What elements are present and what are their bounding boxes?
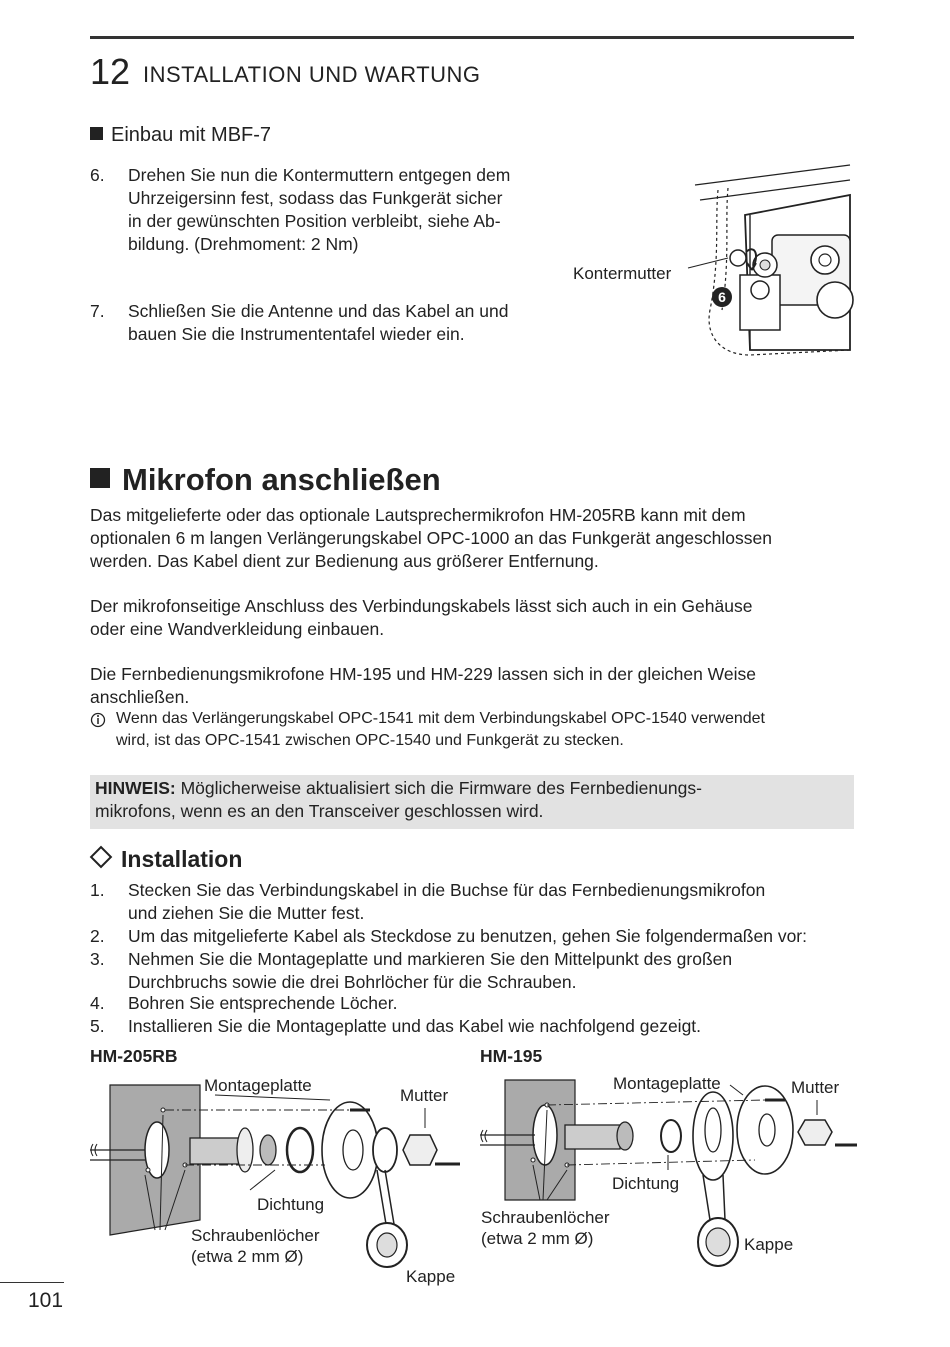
figure-title-hm205rb: HM-205RB bbox=[90, 1046, 178, 1066]
install-step-2: 2. Um das mitgelieferte Kabel als Steckdose zu benutzen, gehen Sie folgendermaßen vor: bbox=[90, 926, 807, 946]
figure-title-hm195: HM-195 bbox=[480, 1046, 543, 1066]
hm205rb-montageplatte-label: Montageplatte bbox=[204, 1076, 312, 1095]
chapter-number: 12 bbox=[90, 51, 131, 92]
mic-paragraph-3: Die Fernbedienungsmikrofone HM-195 und HM-229 lassen sich in der gleichen Weise anschließen. bbox=[90, 664, 756, 707]
info-note-line-1: Wenn das Verlängerungskabel OPC-1541 mit dem Verbindungskabel OPC-1540 verwendet bbox=[116, 710, 765, 727]
square-bullet-icon bbox=[90, 468, 110, 488]
info-icon bbox=[90, 711, 108, 729]
hm195-montageplatte-label: Montageplatte bbox=[613, 1074, 721, 1093]
hm205rb-kappe-label: Kappe bbox=[406, 1267, 456, 1286]
hm205rb-schraubenloecher-size: (etwa 2 mm Ø) bbox=[191, 1247, 304, 1266]
square-bullet-icon bbox=[90, 127, 103, 140]
install-step-5: 5. Installieren Sie die Montageplatte und das Kabel wie nachfolgend gezeigt. bbox=[90, 1016, 702, 1036]
hm205rb-dichtung-label: Dichtung bbox=[257, 1195, 325, 1214]
mbf-bracket-illustration bbox=[680, 160, 860, 360]
chapter-title: INSTALLATION UND WARTUNG bbox=[143, 62, 481, 87]
hm205rb-mutter-label: Mutter bbox=[400, 1086, 449, 1105]
hm195-kappe-label: Kappe bbox=[744, 1235, 794, 1254]
section-title-mbf: Einbau mit MBF-7 bbox=[90, 124, 271, 147]
install-step-3: 3. Nehmen Sie die Montageplatte und markieren Sie den Mittelpunkt des großen Durchbruchs sowie die drei Bohrlöcher für die Schrauben. bbox=[90, 949, 733, 992]
section-title-mikrofon: Mikrofon anschließen bbox=[90, 462, 441, 498]
mic-paragraph-1: Das mitgelieferte oder das optionale Lautsprechermikrofon HM-205RB kann mit dem optionalen 6 m langen Verlängerungskabel OPC-1000 an das Funkgerät angeschlossen werden. Das Kabel dient zur Bedienung aus größerer Entfernung. bbox=[90, 505, 772, 571]
install-step-1: 1. Stecken Sie das Verbindungskabel in die Buchse für das Fernbedienungsmikrofon und ziehen Sie die Mutter fest. bbox=[90, 880, 766, 923]
hm195-dichtung-label: Dichtung bbox=[612, 1174, 680, 1193]
kontermutter-label: Kontermutter bbox=[573, 264, 672, 283]
mbf-step-6: 6. Drehen Sie nun die Kontermuttern entgegen dem Uhrzeigersinn fest, sodass das Funkgerät sicher in der gewünschten Position verbleibt, siehe Ab- bildung. (Drehmoment: 2 Nm) bbox=[90, 165, 511, 254]
hinweis-box: HINWEIS: Möglicherweise aktualisiert sich die Firmware des Fernbedienungs- mikrofons, wenn es an den Transceiver geschlossen wird. bbox=[90, 775, 854, 829]
header-rule bbox=[90, 36, 854, 39]
hinweis-label: HINWEIS: bbox=[95, 778, 176, 798]
section-title-installation: Installation bbox=[90, 846, 242, 873]
page-number: 101 bbox=[28, 1289, 64, 1312]
info-note-line-2: wird, ist das OPC-1541 zwischen OPC-1540 und Funkgerät zu stecken. bbox=[116, 732, 624, 749]
diamond-bullet-icon bbox=[90, 846, 113, 869]
footer-rule bbox=[0, 1282, 64, 1283]
hm195-schraubenloecher-label: Schraubenlöcher bbox=[481, 1208, 610, 1227]
step-6-marker: 6 bbox=[718, 289, 726, 305]
mic-paragraph-2: Der mikrofonseitige Anschluss des Verbindungskabels lässt sich auch in ein Gehäuse oder eine Wandverkleidung einbauen. bbox=[90, 596, 753, 639]
install-step-4: 4. Bohren Sie entsprechende Löcher. bbox=[90, 993, 398, 1013]
hm195-schraubenloecher-size: (etwa 2 mm Ø) bbox=[481, 1229, 594, 1248]
hm205rb-schraubenloecher-label: Schraubenlöcher bbox=[191, 1226, 320, 1245]
hm195-mutter-label: Mutter bbox=[791, 1078, 840, 1097]
mbf-step-7: 7. Schließen Sie die Antenne und das Kabel an und bauen Sie die Instrumententafel wieder ein. bbox=[90, 301, 509, 344]
